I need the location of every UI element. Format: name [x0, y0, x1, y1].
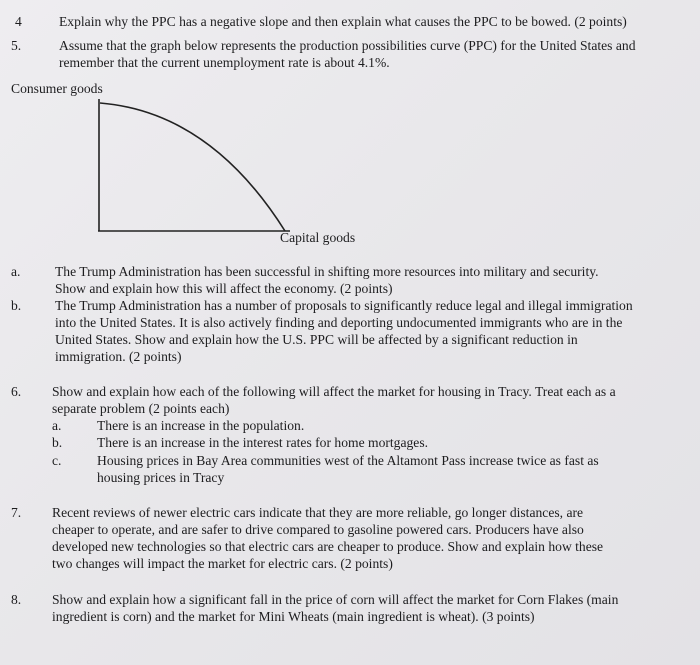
q8-line-2: ingredient is corn) and the market for Mini Wheats (main ingredient is wheat). (3 points) [52, 609, 535, 624]
q6-line-1: Show and explain how each of the following will affect the market for housing in Tracy. Treat each as a [52, 384, 616, 399]
q5b-letter: b. [11, 298, 22, 313]
q5a-line-2: Show and explain how this will affect the economy. (2 points) [55, 281, 393, 296]
q6a-text: There is an increase in the population. [97, 418, 305, 433]
q7-number: 7. [11, 505, 22, 520]
q5b-line-2: into the United States. It is also actively finding and deporting undocumented immigrants who are in the [55, 315, 623, 330]
q4-text: Explain why the PPC has a negative slope and then explain what causes the PPC to be bowed. (2 points) [59, 14, 627, 29]
q5a-line-1: The Trump Administration has been successful in shifting more resources into military and security. [55, 264, 599, 279]
q7-line-3: developed new technologies so that electric cars are cheaper to produce. Show and explain how these [52, 539, 604, 554]
q7-line-1: Recent reviews of newer electric cars indicate that they are more reliable, go longer distances, are [52, 505, 584, 520]
q6c-letter: c. [52, 453, 62, 468]
q6b-letter: b. [52, 435, 63, 450]
graph-x-axis-label: Capital goods [280, 230, 356, 245]
q6a-letter: a. [52, 418, 62, 433]
q5b-line-4: immigration. (2 points) [55, 349, 182, 364]
q6b-text: There is an increase in the interest rates for home mortgages. [97, 435, 429, 450]
q5-number: 5. [11, 38, 22, 53]
q6c-line-2: housing prices in Tracy [97, 470, 225, 485]
q5-line-2: remember that the current unemployment rate is about 4.1%. [59, 55, 390, 70]
q6c-line-1: Housing prices in Bay Area communities west of the Altamont Pass increase twice as fast as [97, 453, 599, 468]
graph-y-axis-label: Consumer goods [11, 81, 103, 96]
q5b-line-1: The Trump Administration has a number of proposals to significantly reduce legal and illegal immigration [55, 298, 633, 313]
q7-line-2: cheaper to operate, and are safer to drive compared to gasoline powered cars. Producers have also [52, 522, 584, 537]
q4-number: 4 [15, 14, 22, 29]
q6-number: 6. [11, 384, 22, 399]
q7-line-4: two changes will impact the market for electric cars. (2 points) [52, 556, 393, 571]
ppc-curve [100, 103, 285, 231]
q6-line-2: separate problem (2 points each) [52, 401, 230, 416]
q8-number: 8. [11, 592, 22, 607]
q8-line-1: Show and explain how a significant fall in the price of corn will affect the market for Corn Flakes (main [52, 592, 619, 607]
q5a-letter: a. [11, 264, 21, 279]
q5-line-1: Assume that the graph below represents the production possibilities curve (PPC) for the United States and [59, 38, 636, 53]
q5b-line-3: United States. Show and explain how the U.S. PPC will be affected by a significant reduction in [55, 332, 578, 347]
